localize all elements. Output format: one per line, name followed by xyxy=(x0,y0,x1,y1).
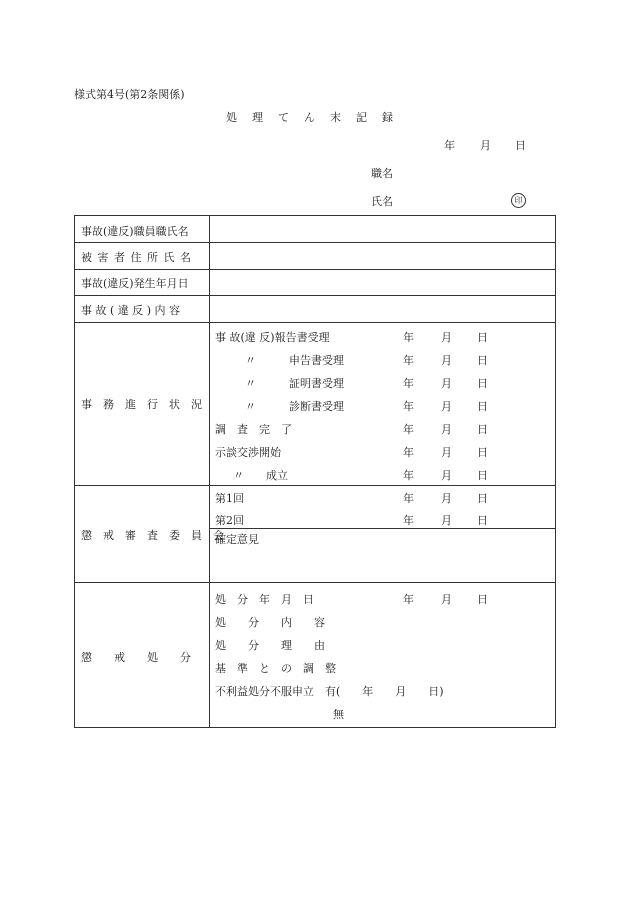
progress-item-label: 〃 申告書受理 xyxy=(245,354,344,367)
row-divider xyxy=(75,242,555,243)
committee-session-month: 月 xyxy=(441,514,452,527)
progress-label: 事 務 進 行 状 況 xyxy=(81,398,202,411)
progress-item-year: 年 xyxy=(403,331,414,344)
seal-mark: 印 xyxy=(511,193,526,208)
content-label: 事 故 ( 違 反 ) 内 容 xyxy=(81,304,181,317)
committee-opinion-label: 確定意見 xyxy=(215,533,259,546)
discipline-item-label: 処 分 内 容 xyxy=(215,616,325,629)
progress-item-day: 日 xyxy=(477,331,488,344)
name-label: 氏名 xyxy=(371,195,393,208)
progress-item-year: 年 xyxy=(403,469,414,482)
progress-item-day: 日 xyxy=(477,446,488,459)
progress-item-year: 年 xyxy=(403,377,414,390)
row-divider xyxy=(75,269,555,270)
progress-item-month: 月 xyxy=(441,331,452,344)
progress-item-month: 月 xyxy=(441,446,452,459)
progress-item-day: 日 xyxy=(477,354,488,367)
form-number: 様式第4号(第2条関係) xyxy=(74,88,185,101)
committee-session-year: 年 xyxy=(403,492,414,505)
discipline-item-month: 月 xyxy=(441,593,452,606)
date-year-label: 年 xyxy=(444,139,455,152)
column-divider xyxy=(209,216,210,727)
row-divider xyxy=(75,295,555,296)
progress-item-label: 〃 証明書受理 xyxy=(245,377,344,390)
appeal-label: 不利益処分不服申立 有( 年 月 日) xyxy=(215,685,444,698)
occurrence-date-label: 事故(違反)発生年月日 xyxy=(81,277,189,290)
row-divider xyxy=(75,582,555,583)
victim-label: 被 害 者 住 所 氏 名 xyxy=(81,251,192,264)
row-divider xyxy=(75,485,555,486)
date-day-label: 日 xyxy=(515,139,526,152)
position-label: 職名 xyxy=(371,167,393,180)
committee-session-label: 第1回 xyxy=(215,492,244,505)
staff-name-label: 事故(違反)職員職氏名 xyxy=(81,225,189,238)
progress-item-month: 月 xyxy=(441,400,452,413)
progress-item-month: 月 xyxy=(441,423,452,436)
appeal-none-label: 無 xyxy=(333,708,344,721)
discipline-item-day: 日 xyxy=(477,593,488,606)
committee-session-day: 日 xyxy=(477,492,488,505)
page-title: 処 理 て ん 末 記 録 xyxy=(226,111,395,124)
committee-session-year: 年 xyxy=(403,514,414,527)
committee-label: 懲 戒 審 査 委 員 会 xyxy=(81,529,224,542)
date-month-label: 月 xyxy=(480,139,491,152)
progress-item-label: 〃 成立 xyxy=(233,469,288,482)
progress-item-month: 月 xyxy=(441,377,452,390)
progress-item-day: 日 xyxy=(477,377,488,390)
discipline-item-label: 基 準 と の 調 整 xyxy=(215,662,336,675)
row-divider xyxy=(75,322,555,323)
committee-session-month: 月 xyxy=(441,492,452,505)
progress-item-label: 調 査 完 了 xyxy=(215,423,292,436)
committee-session-label: 第2回 xyxy=(215,514,244,527)
discipline-item-label: 処 分 理 由 xyxy=(215,639,325,652)
progress-item-month: 月 xyxy=(441,469,452,482)
progress-item-year: 年 xyxy=(403,354,414,367)
discipline-label: 懲 戒 処 分 xyxy=(81,651,191,664)
record-table xyxy=(74,215,556,728)
progress-item-day: 日 xyxy=(477,469,488,482)
progress-item-month: 月 xyxy=(441,354,452,367)
progress-item-year: 年 xyxy=(403,446,414,459)
progress-item-day: 日 xyxy=(477,423,488,436)
discipline-item-year: 年 xyxy=(403,593,414,606)
progress-item-year: 年 xyxy=(403,400,414,413)
progress-item-label: 〃 診断書受理 xyxy=(245,400,344,413)
row-divider xyxy=(209,528,555,529)
committee-session-day: 日 xyxy=(477,514,488,527)
progress-item-label: 事 故(違 反)報告書受理 xyxy=(215,331,330,344)
progress-item-year: 年 xyxy=(403,423,414,436)
progress-item-day: 日 xyxy=(477,400,488,413)
progress-item-label: 示談交渉開始 xyxy=(215,446,281,459)
discipline-item-label: 処 分 年 月 日 xyxy=(215,593,314,606)
